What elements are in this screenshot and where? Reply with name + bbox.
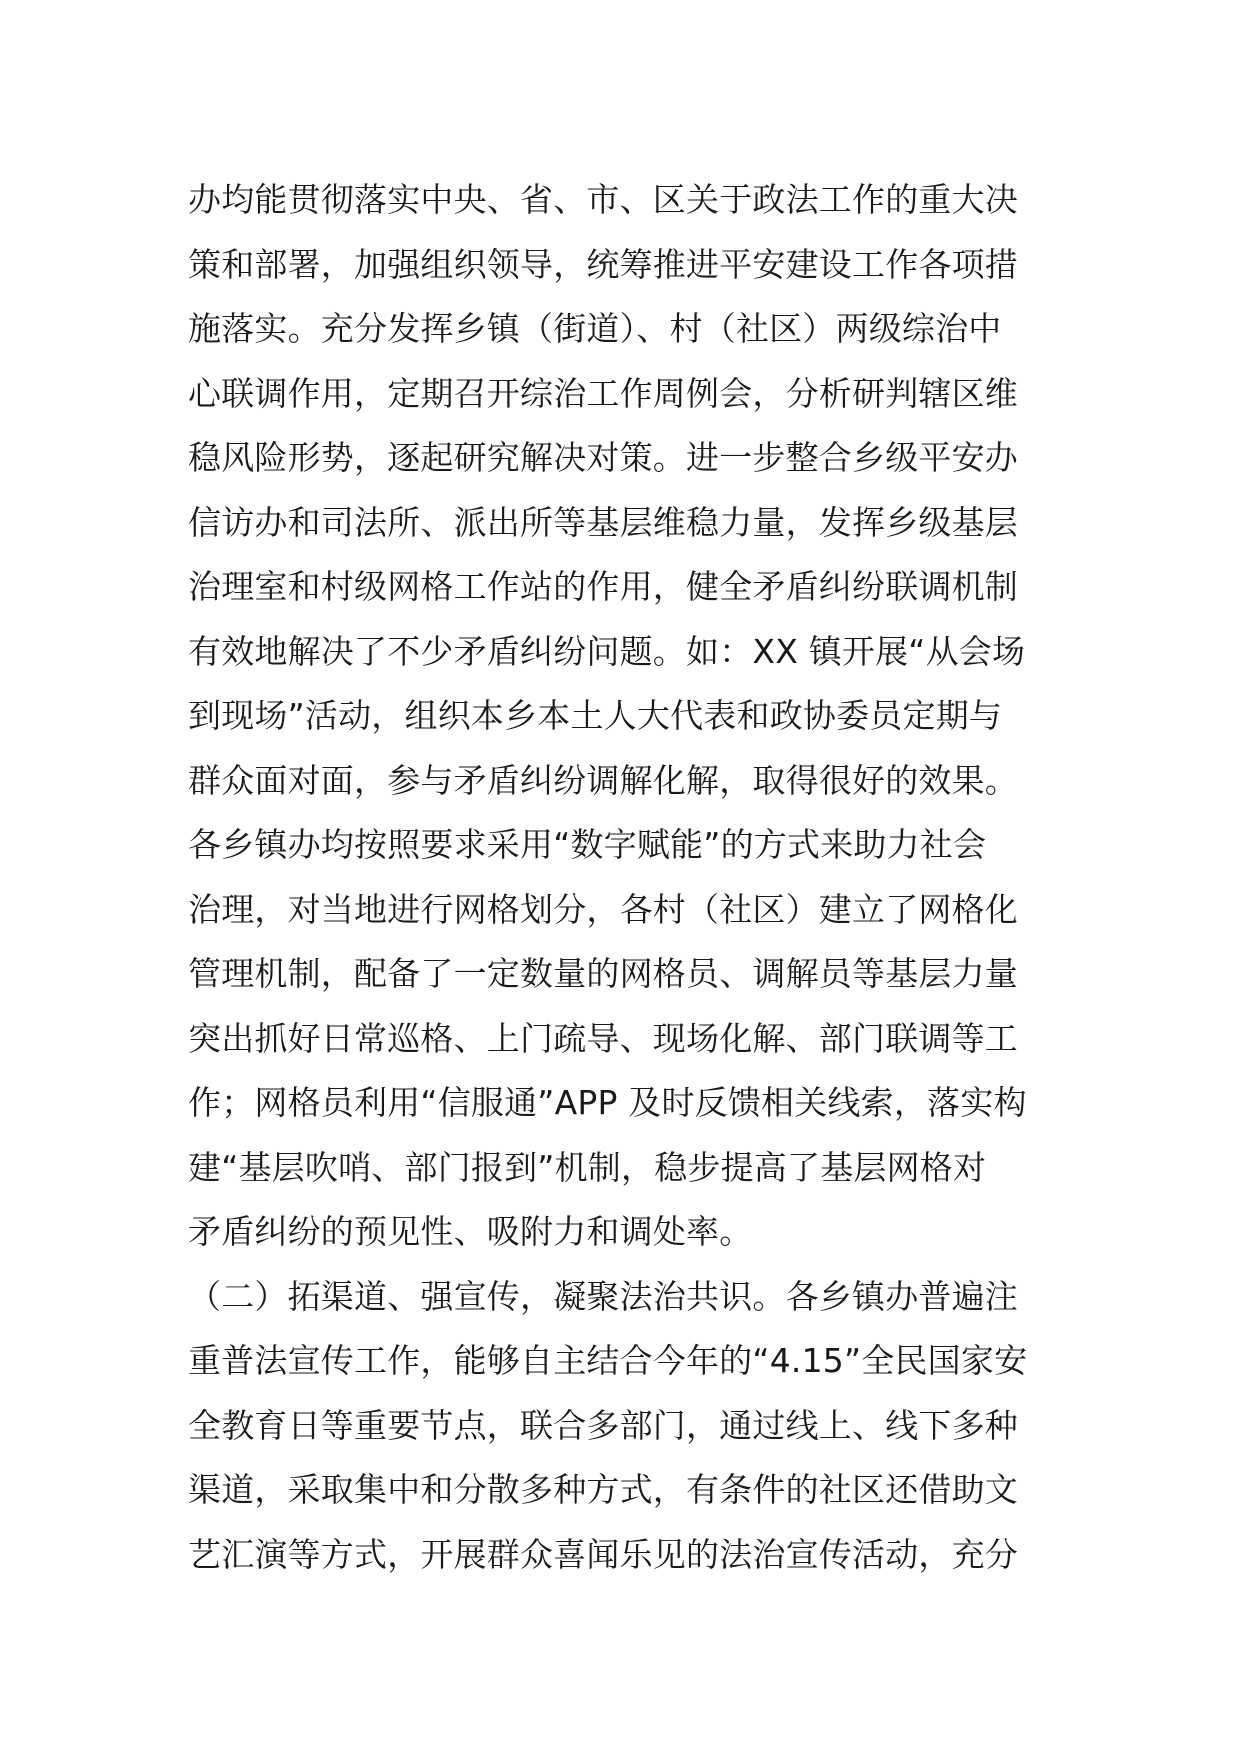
body-text <box>188 168 1068 1587</box>
text-line: 策和部署，加强组织领导，统筹推进平安建设工作各项措 <box>188 244 1018 284</box>
text-line: 管理机制，配备了一定数量的网格员、调解员等基层力量 <box>188 954 1018 993</box>
text-line: 治理，对当地进行网格划分，各村（社区）建立了网格化 <box>188 889 1018 929</box>
text-line: 突出抓好日常巡格、上门疏导、现场化解、部门联调等工 <box>188 1018 1018 1058</box>
text-line: 信访办和司法所、派出所等基层维稳力量，发挥乡级基层 <box>188 502 1018 542</box>
text-line: 重普法宣传工作，能够自主结合今年的“4.15”全民国家安 <box>188 1341 1028 1380</box>
text-line: 稳风险形势，逐起研究解决对策。进一步整合乡级平安办 <box>188 438 1018 477</box>
text-line: 建“基层吹哨、部门报到”机制，稳步提高了基层网格对 <box>188 1147 987 1187</box>
text-line: 到现场”活动，组织本乡本土人大代表和政协委员定期与 <box>188 696 1003 735</box>
text-line: 作；网格员利用“信服通”APP 及时反馈相关线索，落实构 <box>188 1083 1027 1122</box>
text-line: 施落实。充分发挥乡镇（街道）、村（社区）两级综治中 <box>188 309 1002 348</box>
text-line: 心联调作用，定期召开综治工作周例会，分析研判辖区维 <box>188 373 1018 413</box>
text-line: 渠道，采取集中和分散多种方式，有条件的社区还借助文 <box>188 1470 1018 1509</box>
section-heading-line: （二）拓渠道、强宣传，凝聚法治共识。各乡镇办普遍注 <box>188 1276 1018 1316</box>
text-line: 矛盾纠纷的预见性、吸附力和调处率。 <box>188 1212 753 1251</box>
text-line: 办均能贯彻落实中央、省、市、区关于政法工作的重大决 <box>188 180 1018 219</box>
text-line: 全教育日等重要节点，联合多部门，通过线上、线下多种 <box>188 1405 1018 1445</box>
text-line: 群众面对面，参与矛盾纠纷调解化解，取得很好的效果。 <box>188 760 1018 800</box>
text-line: 有效地解决了不少矛盾纠纷问题。如：XX 镇开展“从会场 <box>188 631 1026 671</box>
text-line: 治理室和村级网格工作站的作用，健全矛盾纠纷联调机制 <box>188 567 1018 606</box>
text-line: 各乡镇办均按照要求采用“数字赋能”的方式来助力社会 <box>188 825 987 864</box>
text-line: 艺汇演等方式，开展群众喜闻乐见的法治宣传活动，充分 <box>188 1534 1018 1574</box>
